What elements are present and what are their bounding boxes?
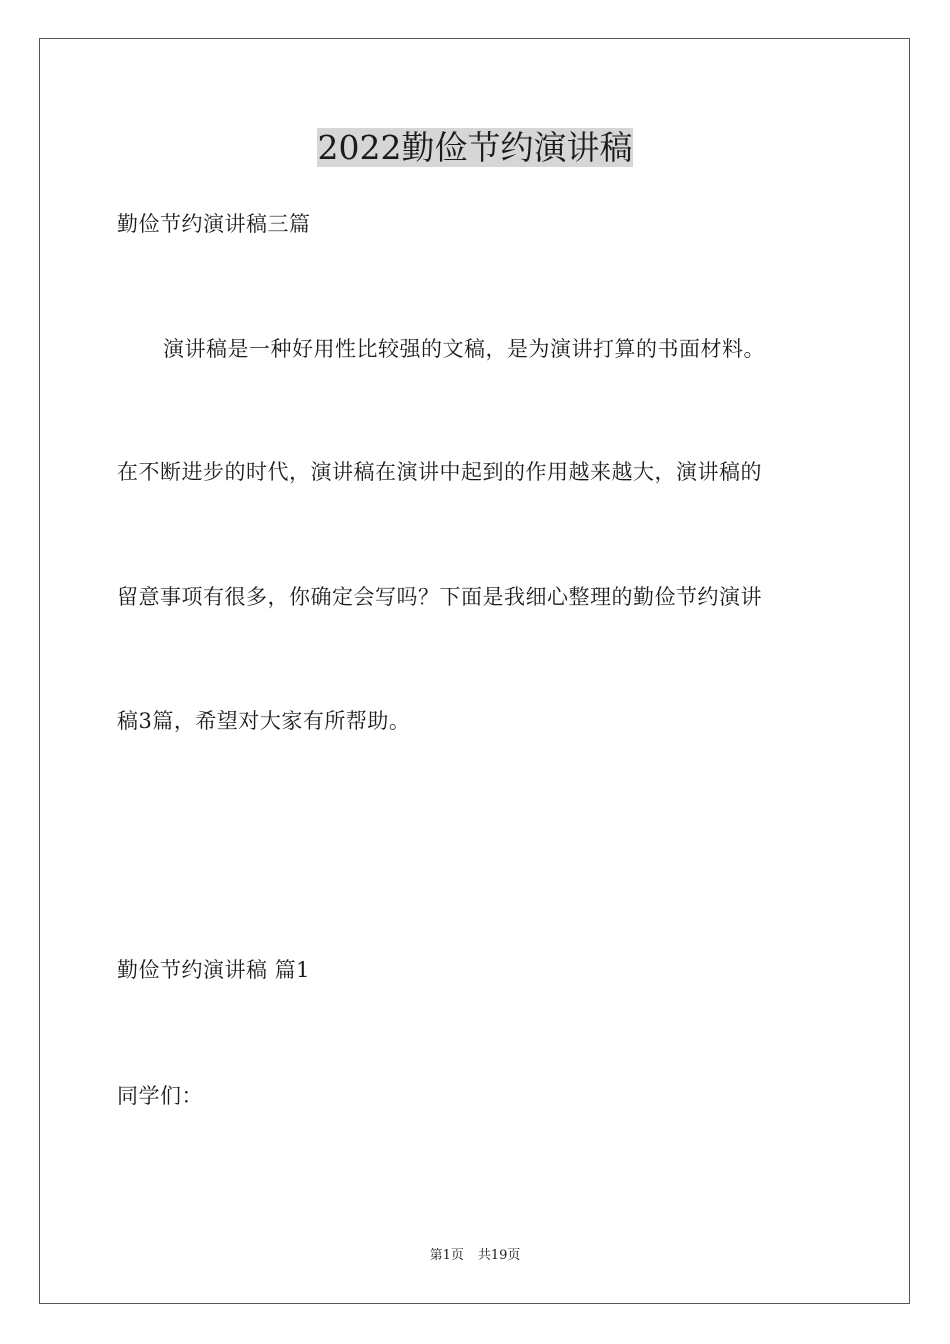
intro-line-4: 稿3篇，希望对大家有所帮助。 <box>117 709 411 733</box>
salutation: 同学们： <box>117 1084 203 1108</box>
page-number: 第1页 <box>429 1248 464 1263</box>
section-heading: 勤俭节约演讲稿 篇1 <box>117 958 311 982</box>
intro-line-1: 演讲稿是一种好用性比较强的文稿，是为演讲打算的书面材料。 <box>163 337 765 361</box>
page-footer <box>0 1247 950 1265</box>
intro-line-2: 在不断进步的时代，演讲稿在演讲中起到的作用越来越大，演讲稿的 <box>117 460 762 484</box>
page-total: 共19页 <box>477 1248 521 1263</box>
document-title <box>0 126 950 170</box>
document-title-text: 2022勤俭节约演讲稿 <box>317 128 633 167</box>
intro-line-3: 留意事项有很多，你确定会写吗？下面是我细心整理的勤俭节约演讲 <box>117 585 762 609</box>
document-subtitle: 勤俭节约演讲稿三篇 <box>117 212 311 236</box>
